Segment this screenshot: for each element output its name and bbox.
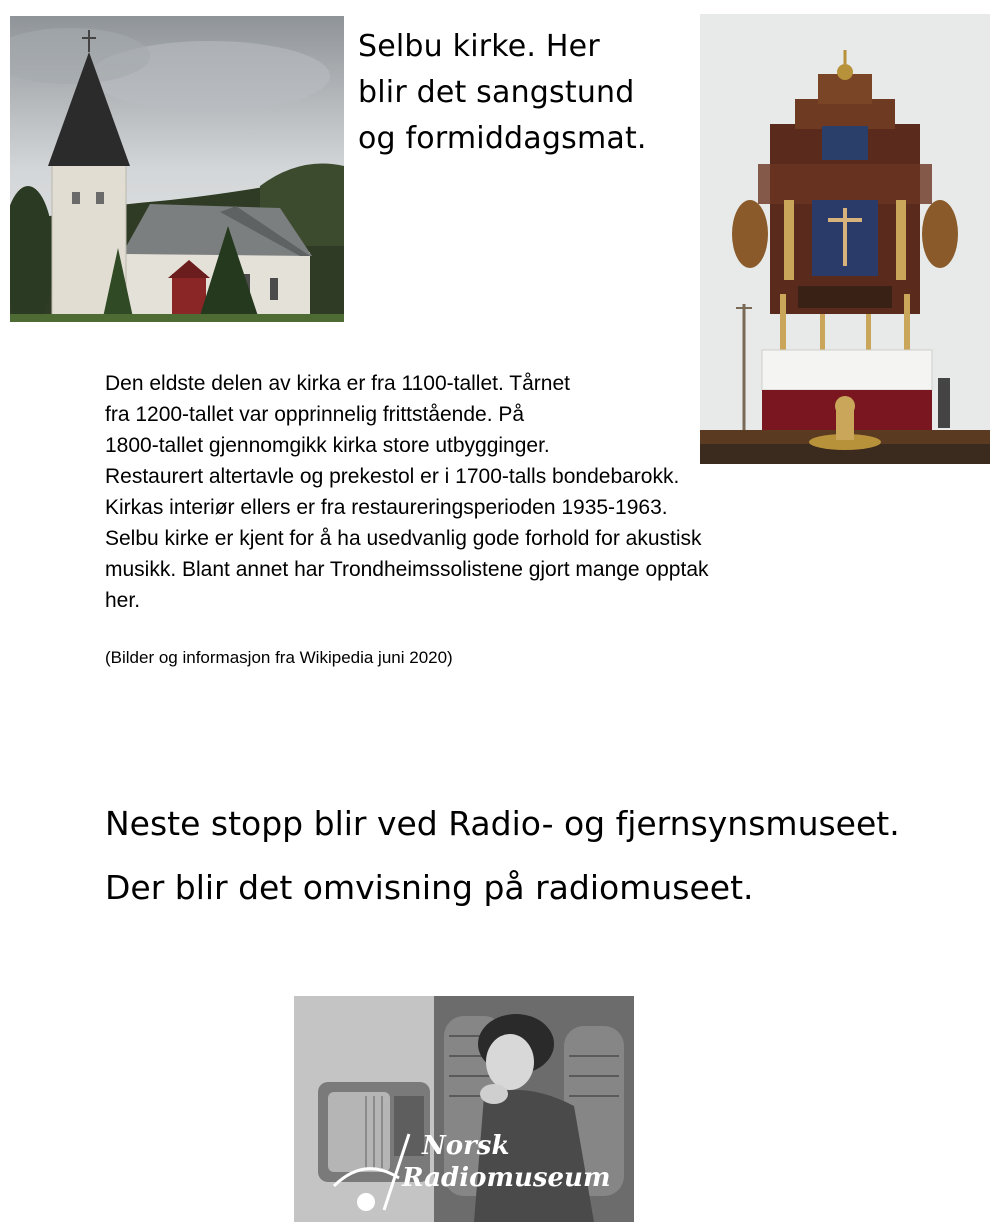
- heading-line-2: blir det sangstund: [358, 75, 635, 110]
- paragraph-line-1: Den eldste delen av kirka er fra 1100-tallet. Tårnet: [105, 372, 570, 395]
- paragraph-line-8: her.: [105, 589, 141, 612]
- church-photo: [10, 16, 344, 322]
- next-stop-line-1: Neste stopp blir ved Radio- og fjernsynsmuseet.: [105, 804, 900, 843]
- paragraph-line-4: Restaurert altertavle og prekestol er i 1700-talls bondebarokk.: [105, 465, 680, 488]
- paragraph-line-3: 1800-tallet gjennomgikk kirka store utbygginger.: [105, 434, 550, 457]
- heading-line-3: og formiddagsmat.: [358, 121, 647, 156]
- next-stop-line-2: Der blir det omvisning på radiomuseet.: [105, 868, 754, 907]
- logo-text-norsk: Norsk: [422, 1131, 510, 1161]
- radio-museum-photo: [294, 996, 634, 1222]
- church-description: [105, 368, 875, 616]
- paragraph-line-5: Kirkas interiør ellers er fra restaureringsperioden 1935-1963.: [105, 496, 668, 519]
- source-note: (Bilder og informasjon fra Wikipedia juni 2020): [105, 648, 453, 667]
- paragraph-line-2: fra 1200-tallet var opprinnelig frittstående. På: [105, 403, 525, 426]
- paragraph-line-7: musikk. Blant annet har Trondheimssolistene gjort mange opptak: [105, 558, 709, 581]
- heading-selbu: [358, 24, 688, 162]
- logo-text-radiomuseum: Radiomuseum: [402, 1163, 611, 1193]
- paragraph-line-6: Selbu kirke er kjent for å ha usedvanlig gode forhold for akustisk: [105, 527, 702, 550]
- heading-line-1: Selbu kirke. Her: [358, 29, 600, 64]
